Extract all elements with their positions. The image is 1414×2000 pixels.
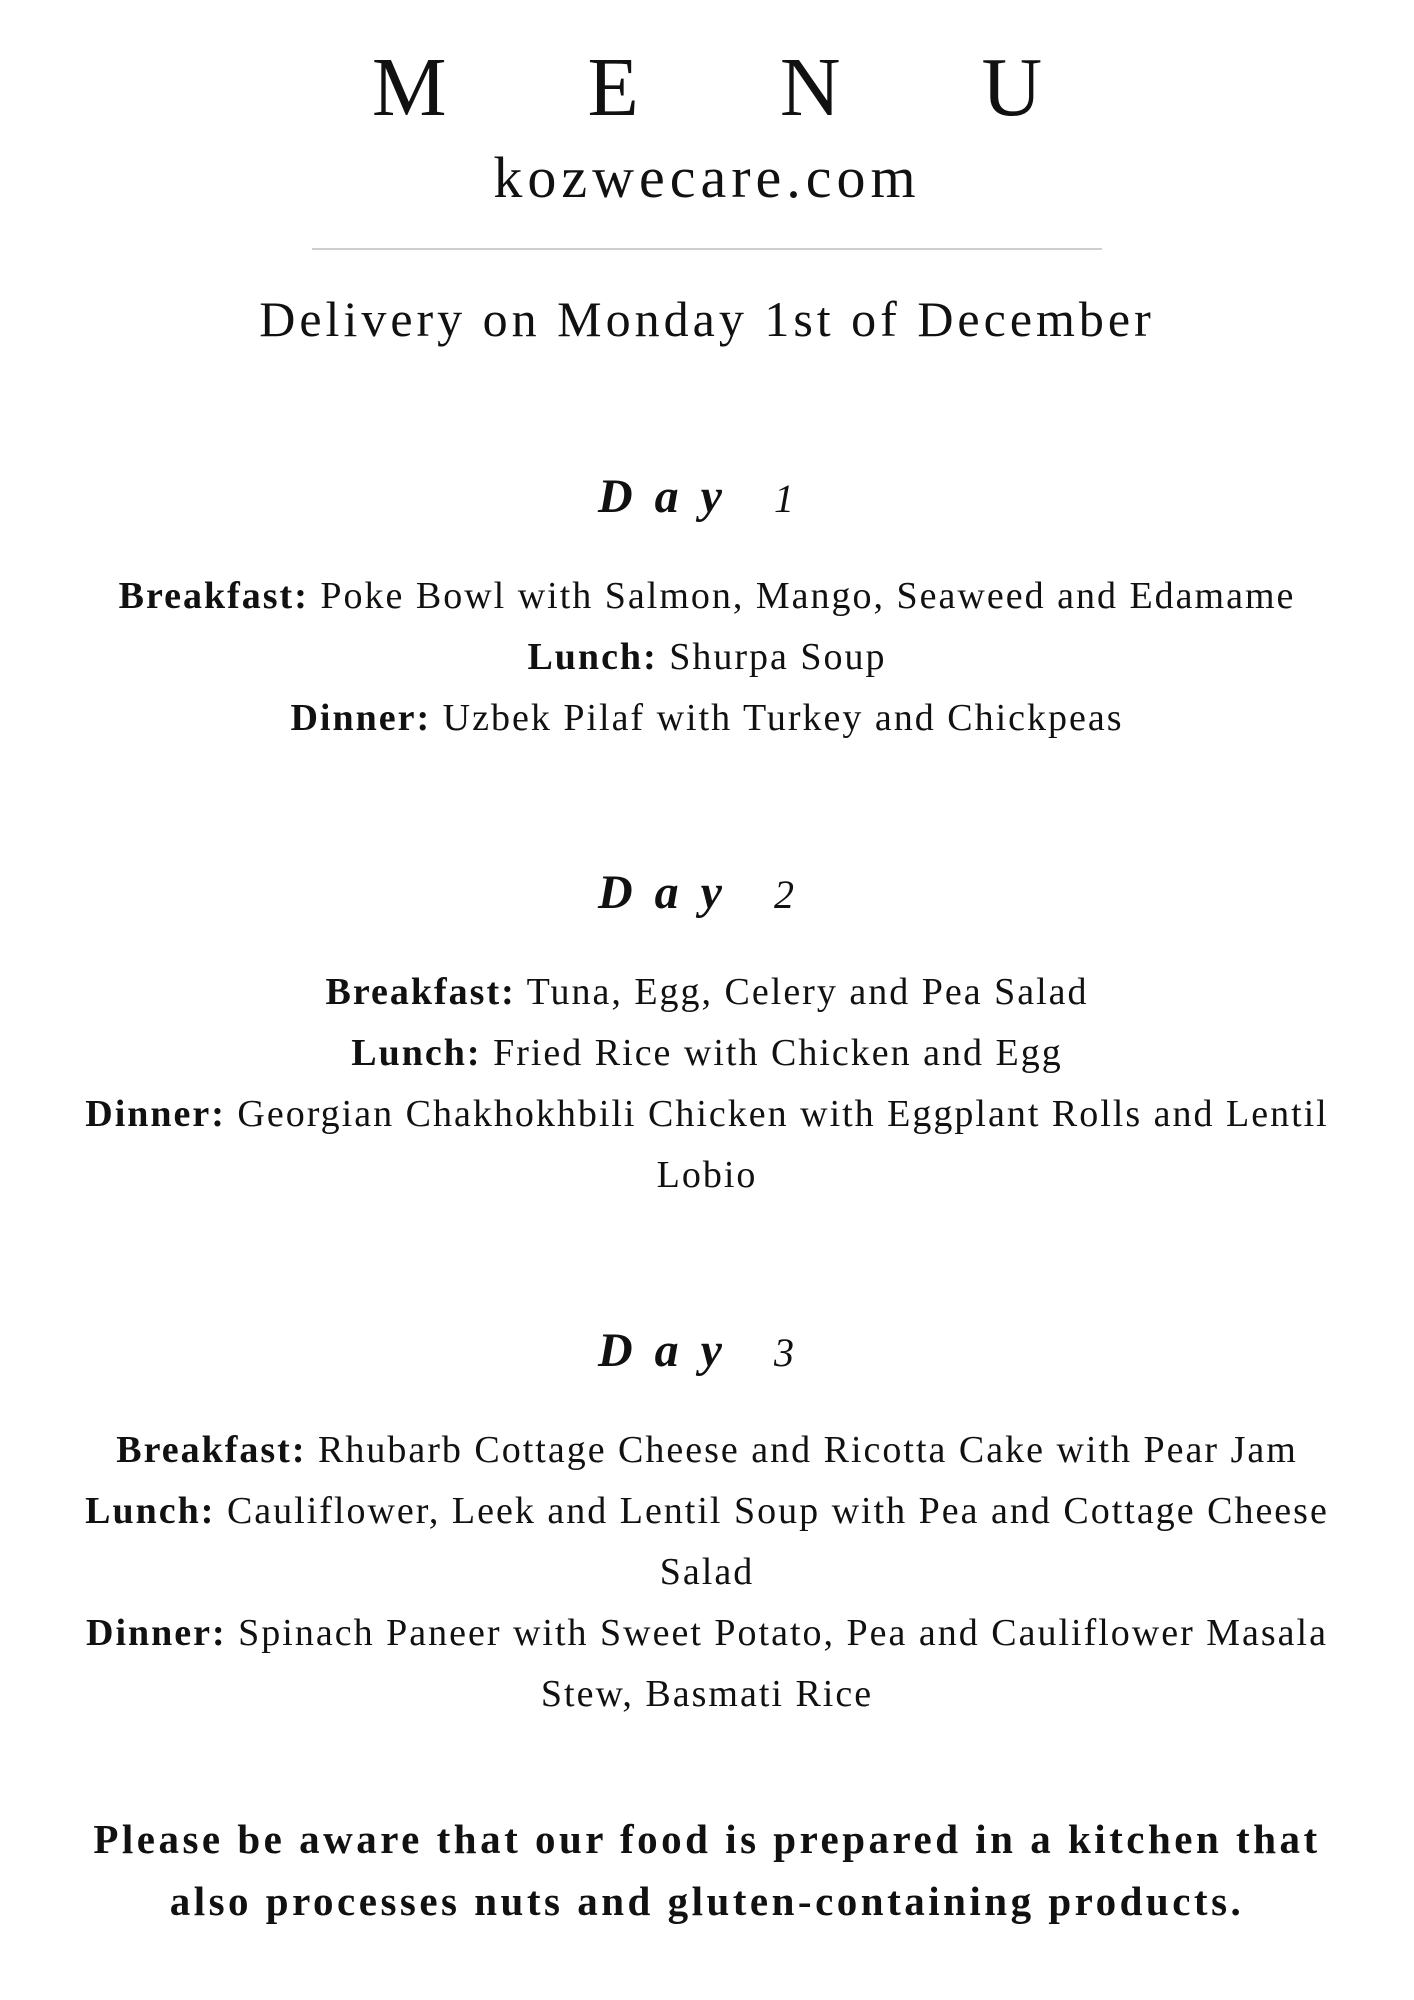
day-heading-label: Day bbox=[598, 470, 744, 523]
day-heading bbox=[60, 462, 1354, 534]
meal-label: Breakfast: bbox=[118, 575, 309, 617]
day-number: 2 bbox=[773, 872, 816, 917]
meal-dish: Georgian Chakhokhbili Chicken with Eggplant Rolls and Lentil Lobio bbox=[237, 1093, 1329, 1196]
day-heading bbox=[60, 1316, 1354, 1388]
meal-dish: Spinach Paneer with Sweet Potato, Pea and Cauliflower Masala Stew, Basmati Rice bbox=[238, 1612, 1328, 1715]
day-heading-label: Day bbox=[598, 1324, 744, 1377]
meal-label: Dinner: bbox=[85, 1093, 226, 1135]
meal-dish: Tuna, Egg, Celery and Pea Salad bbox=[526, 971, 1089, 1013]
delivery-date: Delivery on Monday 1st of December bbox=[259, 291, 1155, 347]
day-heading-label: Day bbox=[598, 866, 744, 919]
meal-dish: Uzbek Pilaf with Turkey and Chickpeas bbox=[442, 697, 1124, 739]
menu-title: M E N U bbox=[371, 41, 1103, 134]
meal-dish: Shurpa Soup bbox=[669, 636, 887, 678]
meal-dish: Fried Rice with Chicken and Egg bbox=[493, 1032, 1063, 1074]
day-2-section bbox=[60, 858, 1354, 1206]
dinner-item bbox=[60, 1603, 1354, 1725]
meal-label: Breakfast: bbox=[116, 1429, 307, 1471]
day-3-section bbox=[60, 1316, 1354, 1725]
lunch-item bbox=[60, 1023, 1354, 1084]
lunch-item bbox=[60, 627, 1354, 688]
lunch-item bbox=[60, 1481, 1354, 1603]
day-number: 3 bbox=[773, 1330, 816, 1375]
day-heading bbox=[60, 858, 1354, 930]
meal-label: Breakfast: bbox=[325, 971, 516, 1013]
meal-dish: Poke Bowl with Salmon, Mango, Seaweed and Edamame bbox=[320, 575, 1296, 617]
breakfast-item bbox=[60, 1420, 1354, 1481]
allergen-notice: Please be aware that our food is prepared in a kitchen that also processes nuts and gluten-containing products. bbox=[93, 1816, 1321, 1924]
meal-label: Lunch: bbox=[527, 636, 658, 678]
dinner-item bbox=[60, 688, 1354, 749]
divider bbox=[312, 248, 1102, 250]
day-1-section bbox=[60, 462, 1354, 749]
meal-label: Lunch: bbox=[351, 1032, 482, 1074]
meal-dish: Rhubarb Cottage Cheese and Ricotta Cake with Pear Jam bbox=[318, 1429, 1298, 1471]
day-number: 1 bbox=[773, 476, 816, 521]
meal-label: Dinner: bbox=[86, 1612, 227, 1654]
meal-label: Lunch: bbox=[85, 1490, 216, 1532]
breakfast-item bbox=[60, 962, 1354, 1023]
dinner-item bbox=[60, 1084, 1354, 1206]
breakfast-item bbox=[60, 566, 1354, 627]
website-name: kozwecare.com bbox=[493, 145, 921, 210]
meal-label: Dinner: bbox=[290, 697, 432, 739]
meal-dish: Cauliflower, Leek and Lentil Soup with Pea and Cottage Cheese Salad bbox=[226, 1490, 1329, 1593]
